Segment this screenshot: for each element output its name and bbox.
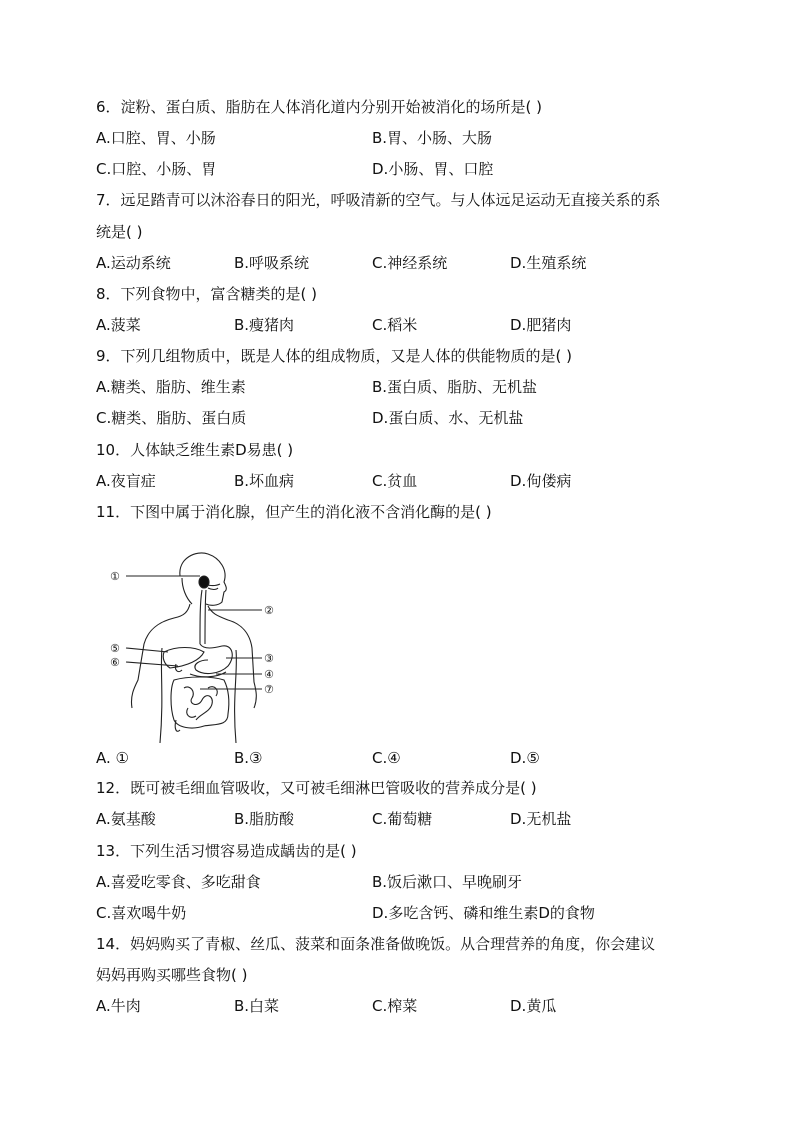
question-11-option-b: B.③ — [234, 749, 263, 767]
label-7: ⑦ — [264, 683, 274, 696]
question-11-stem: 11．下图中属于消化腺，但产生的消化液不含消化酶的是( ) — [96, 503, 492, 521]
question-12-option-b: B.脂肪酸 — [234, 810, 295, 828]
question-8-option-d: D.肥猪肉 — [510, 316, 572, 334]
label-2: ② — [264, 604, 274, 617]
question-7-option-c: C.神经系统 — [372, 254, 448, 272]
question-9-stem: 9．下列几组物质中，既是人体的组成物质，又是人体的供能物质的是( ) — [96, 347, 573, 365]
question-10-option-b: B.坏血病 — [234, 472, 295, 490]
question-9-option-a: A.糖类、脂肪、维生素 — [96, 378, 246, 396]
question-6-option-a: A.口腔、胃、小肠 — [96, 129, 216, 147]
question-13-option-b: B.饭后漱口、早晚刷牙 — [372, 873, 523, 891]
label-1: ① — [110, 570, 120, 583]
question-11-option-d: D.⑤ — [510, 749, 540, 767]
question-8-option-c: C.稻米 — [372, 316, 418, 334]
question-14-option-c: C.榨菜 — [372, 997, 418, 1015]
label-3: ③ — [264, 652, 274, 665]
question-7-option-d: D.生殖系统 — [510, 254, 587, 272]
digestive-system-diagram — [104, 548, 294, 743]
question-14-option-d: D.黄瓜 — [510, 997, 557, 1015]
question-8-option-b: B.瘦猪肉 — [234, 316, 295, 334]
question-9-option-c: C.糖类、脂肪、蛋白质 — [96, 409, 247, 427]
question-13-option-d: D.多吃含钙、磷和维生素D的食物 — [372, 904, 595, 922]
question-12-option-a: A.氨基酸 — [96, 810, 156, 828]
question-6-option-b: B.胃、小肠、大肠 — [372, 129, 493, 147]
question-12-option-d: D.无机盐 — [510, 810, 572, 828]
question-6-option-d: D.小肠、胃、口腔 — [372, 160, 494, 178]
question-6-option-c: C.口腔、小肠、胃 — [96, 160, 217, 178]
question-9-option-b: B.蛋白质、脂肪、无机盐 — [372, 378, 538, 396]
question-14-option-a: A.牛肉 — [96, 997, 141, 1015]
label-5: ⑤ — [110, 642, 120, 655]
label-4: ④ — [264, 668, 274, 681]
question-7-stem-line-1: 7．远足踏青可以沐浴春日的阳光，呼吸清新的空气。与人体远足运动无直接关系的系 — [96, 191, 661, 209]
question-14-stem-line-2: 妈妈再购买哪些食物( ) — [96, 966, 248, 984]
question-7-option-a: A.运动系统 — [96, 254, 171, 272]
question-11-option-a: A. ① — [96, 749, 129, 767]
question-11-option-c: C.④ — [372, 749, 401, 767]
question-10-option-a: A.夜盲症 — [96, 472, 156, 490]
question-14-stem-line-1: 14．妈妈购买了青椒、丝瓜、菠菜和面条准备做晚饭。从合理营养的角度，你会建议 — [96, 935, 656, 953]
question-7-stem-line-2: 统是( ) — [96, 223, 143, 241]
question-14-option-b: B.白菜 — [234, 997, 280, 1015]
question-13-stem: 13．下列生活习惯容易造成龋齿的是( ) — [96, 842, 357, 860]
question-9-option-d: D.蛋白质、水、无机盐 — [372, 409, 524, 427]
question-10-stem: 10．人体缺乏维生素D易患( ) — [96, 441, 294, 459]
question-10-option-d: D.佝偻病 — [510, 472, 572, 490]
question-13-option-c: C.喜欢喝牛奶 — [96, 904, 187, 922]
question-12-option-c: C.葡萄糖 — [372, 810, 433, 828]
question-6-stem: 6．淀粉、蛋白质、脂肪在人体消化道内分别开始被消化的场所是( ) — [96, 98, 543, 116]
question-7-option-b: B.呼吸系统 — [234, 254, 310, 272]
question-8-stem: 8．下列食物中，富含糖类的是( ) — [96, 285, 318, 303]
question-12-stem: 12．既可被毛细血管吸收，又可被毛细淋巴管吸收的营养成分是( ) — [96, 779, 537, 797]
question-10-option-c: C.贫血 — [372, 472, 418, 490]
question-8-option-a: A.菠菜 — [96, 316, 141, 334]
question-13-option-a: A.喜爱吃零食、多吃甜食 — [96, 873, 261, 891]
label-6: ⑥ — [110, 656, 120, 669]
